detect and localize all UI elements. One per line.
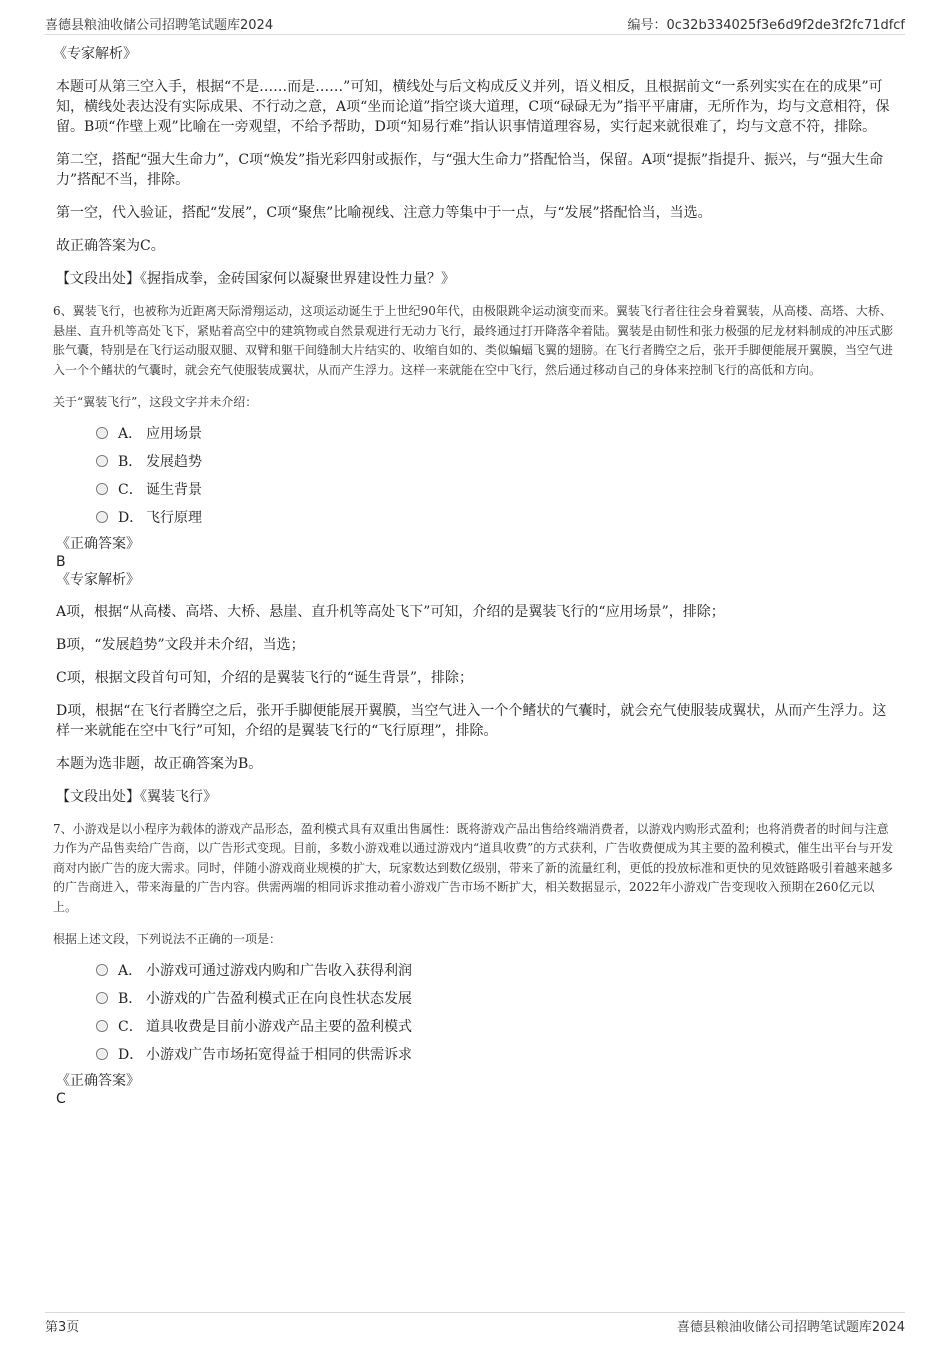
page-footer — [45, 1312, 905, 1336]
option-b[interactable] — [96, 447, 898, 475]
option-text: 飞行原理 — [146, 509, 202, 526]
correct-answer-label: 《正确答案》 — [56, 535, 140, 552]
option-text: 诞生背景 — [146, 481, 202, 498]
analysis-paragraph: 第一空，代入验证，搭配“发展”，C项“聚焦”比喻视线、注意力等集中于一点，与“发展”搭配恰当，当选。 — [56, 205, 712, 221]
option-c[interactable] — [96, 1012, 898, 1040]
radio-icon[interactable] — [96, 1020, 108, 1032]
analysis-conclusion: 本题为选非题，故正确答案为B。 — [56, 755, 263, 772]
radio-icon[interactable] — [96, 483, 108, 495]
correct-answer-label: 《正确答案》 — [56, 1072, 140, 1089]
radio-icon[interactable] — [96, 455, 108, 467]
option-text: 发展趋势 — [146, 453, 202, 470]
option-a[interactable] — [96, 419, 898, 447]
option-letter: C． — [118, 481, 143, 498]
option-letter: A． — [118, 962, 143, 979]
option-d[interactable] — [96, 503, 898, 531]
option-letter: D． — [118, 509, 144, 526]
radio-icon[interactable] — [96, 427, 108, 439]
question-prompt: 根据上述文段，下列说法不正确的一项是： — [53, 932, 282, 946]
question-passage: 7、小游戏是以小程序为载体的游戏产品形态，盈利模式具有双重出售属性：既将游戏产品出售给终端消费者，以游戏内购形式盈利；也将消费者的时间与注意力作为产品售卖给广告商，以广告形式变现。目前，多数小游戏难以通过游戏内“道具收费”的方式获利，广告收费便成为其主要的盈利模式，催生出平台与开发商对内嵌广告的庞大需求。同时，伴随小游戏商业规模的扩大，玩家数达到数亿级别，带来了新的流量红利，更低的投放标准和更快的见效链路吸引着越来越多的广告商进入，带来海量的广告内容。供需两端的相同诉求推动着小游戏广告市场不断扩大，相关数据显示，2022年小游戏广告变现收入预期在260亿元以上。 — [53, 821, 894, 914]
option-d[interactable] — [96, 1040, 898, 1068]
option-text: 应用场景 — [146, 425, 202, 442]
footer-title: 喜德县粮油收储公司招聘笔试题库2024 — [676, 1320, 905, 1335]
analysis-paragraph: C项，根据文段首句可知，介绍的是翼装飞行的“诞生背景”，排除； — [56, 669, 474, 686]
header-title: 喜德县粮油收储公司招聘笔试题库2024 — [45, 18, 274, 33]
option-text: 道具收费是目前小游戏产品主要的盈利模式 — [146, 1018, 412, 1035]
option-list — [96, 419, 898, 531]
option-letter: B． — [118, 453, 143, 470]
question-prompt: 关于“翼装飞行”，这段文字并未介绍： — [53, 395, 258, 409]
option-letter: D． — [118, 1046, 144, 1063]
radio-icon[interactable] — [96, 992, 108, 1004]
radio-icon[interactable] — [96, 1048, 108, 1060]
option-list — [96, 956, 898, 1068]
page-content — [53, 44, 898, 1108]
page-header — [45, 14, 905, 35]
header-code: 编号：0c32b334025f3e6d9f2de3f2fc71dfcf — [627, 18, 905, 33]
option-letter: B． — [118, 990, 143, 1007]
option-text: 小游戏广告市场拓宽得益于相同的供需诉求 — [146, 1046, 412, 1063]
question-passage: 6、翼装飞行，也被称为近距离天际滑翔运动，这项运动诞生于上世纪90年代，由极限跳伞运动演变而来。翼装飞行者往往会身着翼装，从高楼、高塔、大桥、悬崖、直升机等高处飞下，紧贴着高空中的建筑物或自然景观进行无动力飞行，最终通过打开降落伞着陆。翼装是由韧性和张力极强的尼龙材料制成的冲压式膨胀气囊，特别是在飞行运动服双腿、双臂和躯干间缝制大片结实的、收缩自如的、类似蝙蝠飞翼的翅膀。在飞行者腾空之后，张开手脚便能展开翼膜，当空气进入一个个鳍状的气囊时，就会充气使服装成翼状，从而产生浮力。这样一来就能在空中飞行，然后通过移动自己的身体来控制飞行的高低和方向。 — [53, 304, 894, 377]
radio-icon[interactable] — [96, 511, 108, 523]
option-letter: A． — [118, 425, 143, 442]
correct-answer: C — [56, 1090, 66, 1107]
analysis-paragraph: B项，“发展趋势”文段并未介绍，当选； — [56, 636, 305, 653]
passage-source: 【文段出处】《握指成拳，金砖国家何以凝聚世界建设性力量？》 — [56, 271, 455, 287]
analysis-conclusion: 故正确答案为C。 — [56, 238, 165, 254]
option-a[interactable] — [96, 956, 898, 984]
option-text: 小游戏可通过游戏内购和广告收入获得利润 — [146, 962, 412, 979]
analysis-paragraph: A项，根据“从高楼、高塔、大桥、悬崖、直升机等高处飞下”可知，介绍的是翼装飞行的“应用场景”，排除； — [56, 603, 725, 620]
option-b[interactable] — [96, 984, 898, 1012]
expert-analysis-label: 《专家解析》 — [56, 571, 140, 588]
analysis-paragraph: 第二空，搭配“强大生命力”，C项“焕发”指光彩四射或振作，与“强大生命力”搭配恰当，保留。A项“提振”指提升、振兴，与“强大生命力”搭配不当，排除。 — [56, 152, 884, 188]
correct-answer: B — [56, 553, 66, 570]
analysis-paragraph: D项，根据“在飞行者腾空之后，张开手脚便能展开翼膜，当空气进入一个个鳍状的气囊时，就会充气使服装成翼状，从而产生浮力。这样一来就能在空中飞行”可知，介绍的是翼装飞行的“飞行原理”，排除。 — [56, 702, 887, 739]
option-text: 小游戏的广告盈利模式正在向良性状态发展 — [146, 990, 412, 1007]
expert-analysis-label: 《专家解析》 — [53, 46, 137, 62]
page-number: 第3页 — [45, 1320, 80, 1335]
option-c[interactable] — [96, 475, 898, 503]
option-letter: C． — [118, 1018, 143, 1035]
analysis-paragraph: 本题可从第三空入手，根据“不是……而是……”可知，横线处与后文构成反义并列，语义相反，且根据前文“一系列实实在在的成果”可知，横线处表达没有实际成果、不行动之意，A项“坐而论道”指空谈大道理，C项“碌碌无为”指平平庸庸，无所作为，均与文意相符，保留。B项“作壁上观”比喻在一旁观望，不给予帮助，D项“知易行难”指认识事情道理容易，实行起来就很难了，均与文意不符，排除。 — [56, 79, 890, 135]
radio-icon[interactable] — [96, 964, 108, 976]
passage-source: 【文段出处】《翼装飞行》 — [56, 788, 217, 805]
